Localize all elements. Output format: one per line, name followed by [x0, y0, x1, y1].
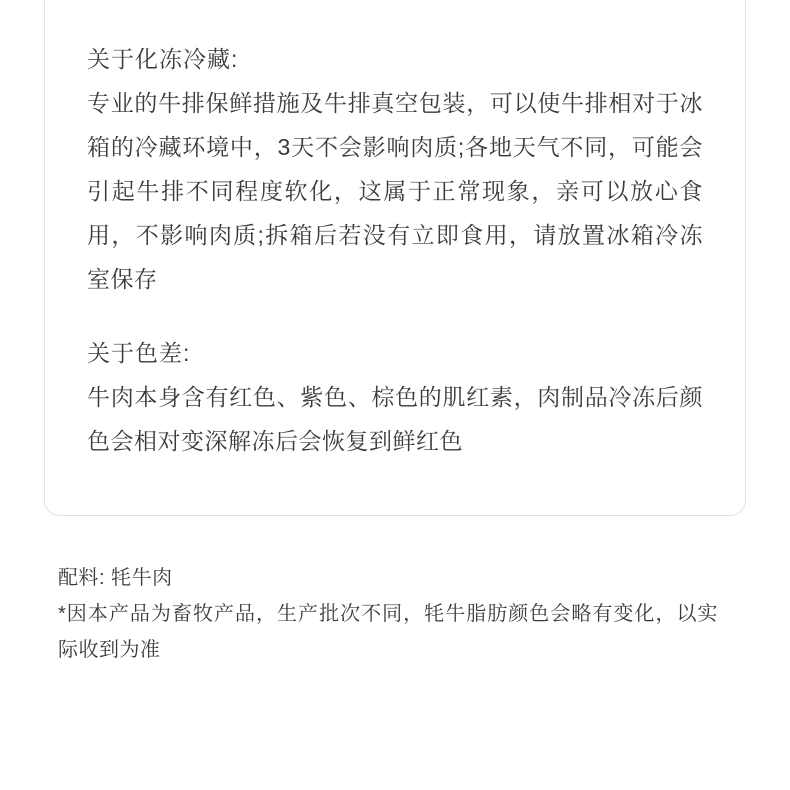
section-color-difference: [87, 331, 703, 463]
ingredients-note: *因本产品为畜牧产品，生产批次不同，牦牛脂肪颜色会略有变化，以实际收到为准: [58, 603, 718, 661]
section-body-thawing: 专业的牛排保鲜措施及牛排真空包装，可以使牛排相对于冰箱的冷藏环境中，3天不会影响肉质;各地天气不同，可能会引起牛排不同程度软化，这属于正常现象，亲可以放心食用，不影响肉质;拆箱后若没有立即食用，请放置冰箱冷冻室保存: [87, 90, 703, 292]
section-title-color: 关于色差:: [87, 340, 191, 366]
ingredients-footer: [58, 560, 718, 668]
ingredients-line: 配料: 牦牛肉: [58, 567, 173, 589]
section-body-color: 牛肉本身含有红色、紫色、棕色的肌红素，肉制品冷冻后颜色会相对变深解冻后会恢复到鲜红色: [87, 384, 703, 454]
storage-info-card: [44, 0, 746, 516]
section-title-thawing: 关于化冻冷藏:: [87, 46, 239, 72]
section-thawing-refrigeration: [87, 37, 703, 301]
clipped-top-text: [87, 0, 703, 7]
